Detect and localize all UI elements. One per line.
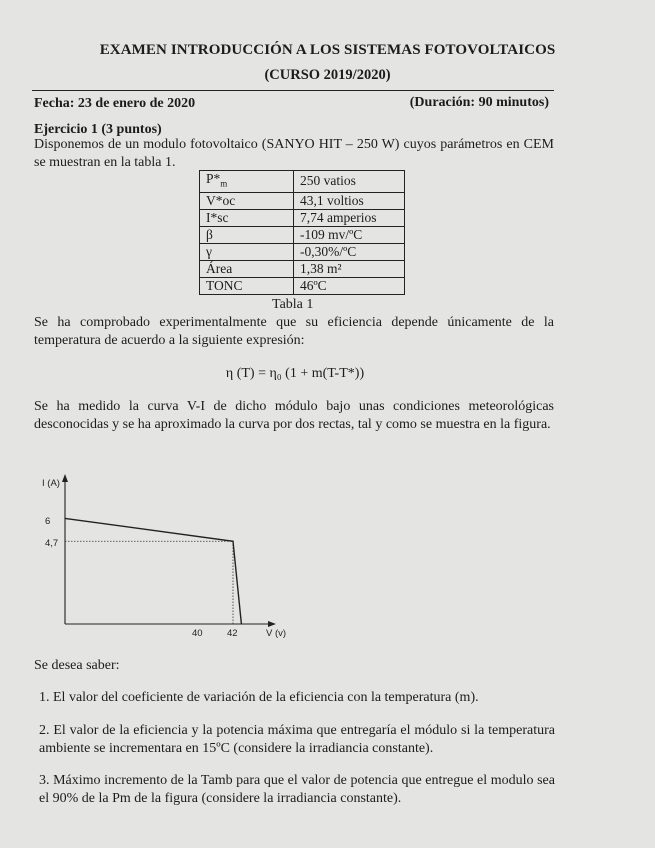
vi-curve-chart bbox=[30, 468, 290, 643]
ask-label: Se desea saber: bbox=[34, 658, 120, 673]
x-axis-label: V (v) bbox=[266, 628, 287, 639]
tick-label-y-6: 6 bbox=[45, 516, 51, 527]
tick-label-x-40: 40 bbox=[192, 628, 203, 639]
param-value: 1,38 m² bbox=[294, 260, 405, 277]
table-row bbox=[200, 243, 405, 260]
y-axis-arrow bbox=[62, 474, 68, 482]
table-row bbox=[200, 226, 405, 243]
param-value: 7,74 amperios bbox=[294, 209, 405, 226]
efficiency-formula: η (T) = η₀ (1 + m(T-T*)) bbox=[225, 366, 365, 381]
param-name: $P*_m$ bbox=[200, 171, 294, 193]
parameters-table bbox=[199, 170, 405, 295]
curve-point-0 bbox=[64, 518, 65, 519]
param-value: -0,30%/ºC bbox=[294, 243, 405, 260]
x-axis-arrow bbox=[268, 621, 276, 627]
param-name: Área bbox=[200, 260, 294, 277]
exam-duration: (Duración: 90 minutos) bbox=[409, 95, 549, 110]
param-value: 43,1 voltios bbox=[294, 192, 405, 209]
param-name: TONC bbox=[200, 277, 294, 294]
table-row bbox=[200, 209, 405, 226]
question-1: 1. El valor del coeficiente de variación de la eficiencia con la temperatura (m). bbox=[39, 690, 479, 705]
param-name: γ bbox=[200, 243, 294, 260]
param-name: V*oc bbox=[200, 192, 294, 209]
table-row bbox=[200, 171, 405, 193]
param-name: β bbox=[200, 226, 294, 243]
efficiency-paragraph: Se ha comprobado experimentalmente que su eficiencia depende únicamente de la temperatura de acuerdo a la siguiente expresión: bbox=[34, 315, 554, 348]
tick-label-y-4-7: 4,7 bbox=[45, 538, 59, 549]
header-divider bbox=[32, 90, 554, 91]
param-name: I*sc bbox=[200, 209, 294, 226]
y-axis-label: I (A) bbox=[42, 478, 60, 489]
course-label: (CURSO 2019/2020) bbox=[264, 67, 391, 83]
table-row bbox=[200, 260, 405, 277]
vi-curve-line bbox=[65, 518, 241, 624]
table-caption: Tabla 1 bbox=[272, 297, 314, 312]
table-row bbox=[200, 277, 405, 294]
curve-paragraph: Se ha medido la curva V-I de dicho módulo bajo unas condiciones meteorológicas desconocidas y se ha aproximado la curva por dos rectas, tal y como se muestra en la figura. bbox=[34, 399, 554, 432]
param-value: 46ºC bbox=[294, 277, 405, 294]
curve-point-1 bbox=[232, 541, 233, 542]
param-value: 250 vatios bbox=[294, 171, 405, 193]
exercise-intro: Disponemos de un modulo fotovoltaico (SANYO HIT – 250 W) cuyos parámetros en CEM se muestran en la tabla 1. bbox=[34, 137, 554, 170]
question-2: 2. El valor de la eficiencia y la potencia máxima que entregaría el módulo si la temperatura ambiente se incrementara en 15ºC (considere la irradiancia constante). bbox=[39, 723, 555, 756]
curve-point-2 bbox=[241, 623, 242, 624]
question-3: 3. Máximo incremento de la Tamb para que el valor de potencia que entregue el modulo sea el 90% de la Pm de la figura (considere la irradiancia constante). bbox=[39, 773, 555, 806]
exercise-title: Ejercicio 1 (3 puntos) bbox=[34, 122, 162, 137]
table-row bbox=[200, 192, 405, 209]
exam-title: EXAMEN INTRODUCCIÓN A LOS SISTEMAS FOTOVOLTAICOS bbox=[99, 42, 556, 58]
tick-label-x-42: 42 bbox=[227, 628, 238, 639]
exam-date: Fecha: 23 de enero de 2020 bbox=[34, 96, 196, 111]
param-value: -109 mv/ºC bbox=[294, 226, 405, 243]
